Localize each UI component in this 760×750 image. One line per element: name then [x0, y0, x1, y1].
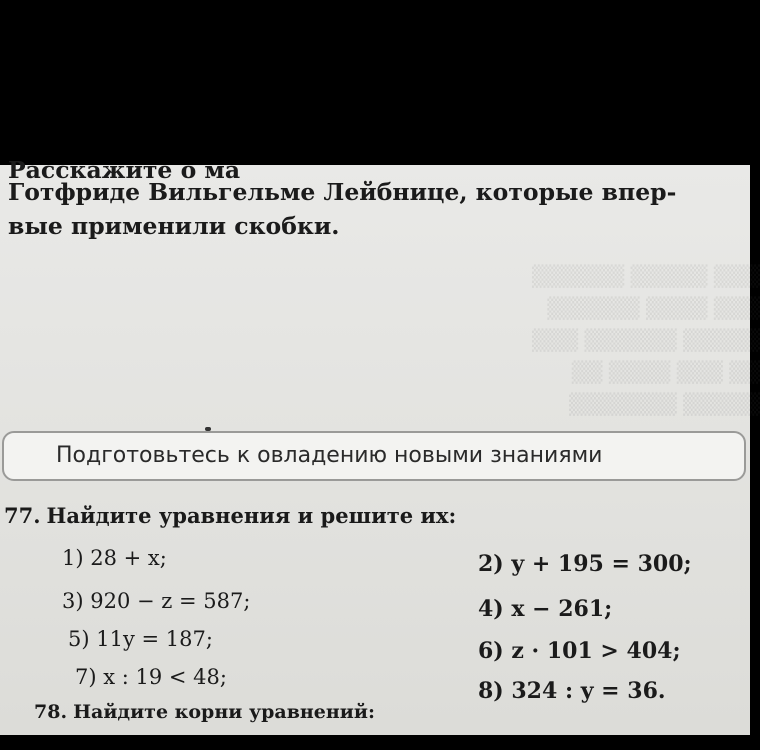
task-78-title: Найдите корни уравнений: — [73, 701, 376, 723]
intro-line-1: Расскажите о ма — [8, 156, 241, 184]
bleed-through-text: ▒▒▒ ▒▒▒▒▒ ▒▒▒▒▒▒ ▒▒▒ ▒▒▒▒ ▒▒▒▒▒▒ ▒▒▒▒▒ ▒▒▒▒▒▒ ▒▒▒ ▒▒ ▒▒▒ ▒▒▒▒ ▒▒ ▒▒▒▒▒ ▒▒▒▒▒▒▒ — [531, 264, 760, 416]
intro-line-2: Готфриде Вильгельме Лейбнице, которые впер- — [8, 178, 677, 206]
equation-item: 6) z · 101 > 404; — [478, 638, 681, 664]
task-78-number: 78. — [34, 701, 68, 723]
equation-item: 2) y + 195 = 300; — [478, 551, 692, 577]
task-78-heading — [34, 701, 375, 723]
equation-item: 8) 324 : y = 36. — [478, 678, 666, 704]
section-banner-title: Подготовьтесь к овладению новыми знаниями — [56, 443, 603, 468]
section-banner — [2, 431, 746, 481]
textbook-page — [0, 156, 760, 735]
task-77-heading — [4, 503, 456, 528]
equation-item: 5) 11y = 187; — [68, 627, 213, 651]
equation-item: 1) 28 + x; — [62, 546, 167, 570]
intro-line-3: вые применили скобки. — [8, 212, 340, 240]
equation-item: 7) x : 19 < 48; — [75, 665, 227, 689]
intro-paragraph — [8, 156, 748, 243]
equation-item: 4) x − 261; — [478, 596, 613, 622]
task-77-title: Найдите уравнения и решите их: — [46, 503, 457, 528]
task-77-number: 77. — [4, 503, 41, 528]
equation-item: 3) 920 − z = 587; — [62, 589, 251, 613]
